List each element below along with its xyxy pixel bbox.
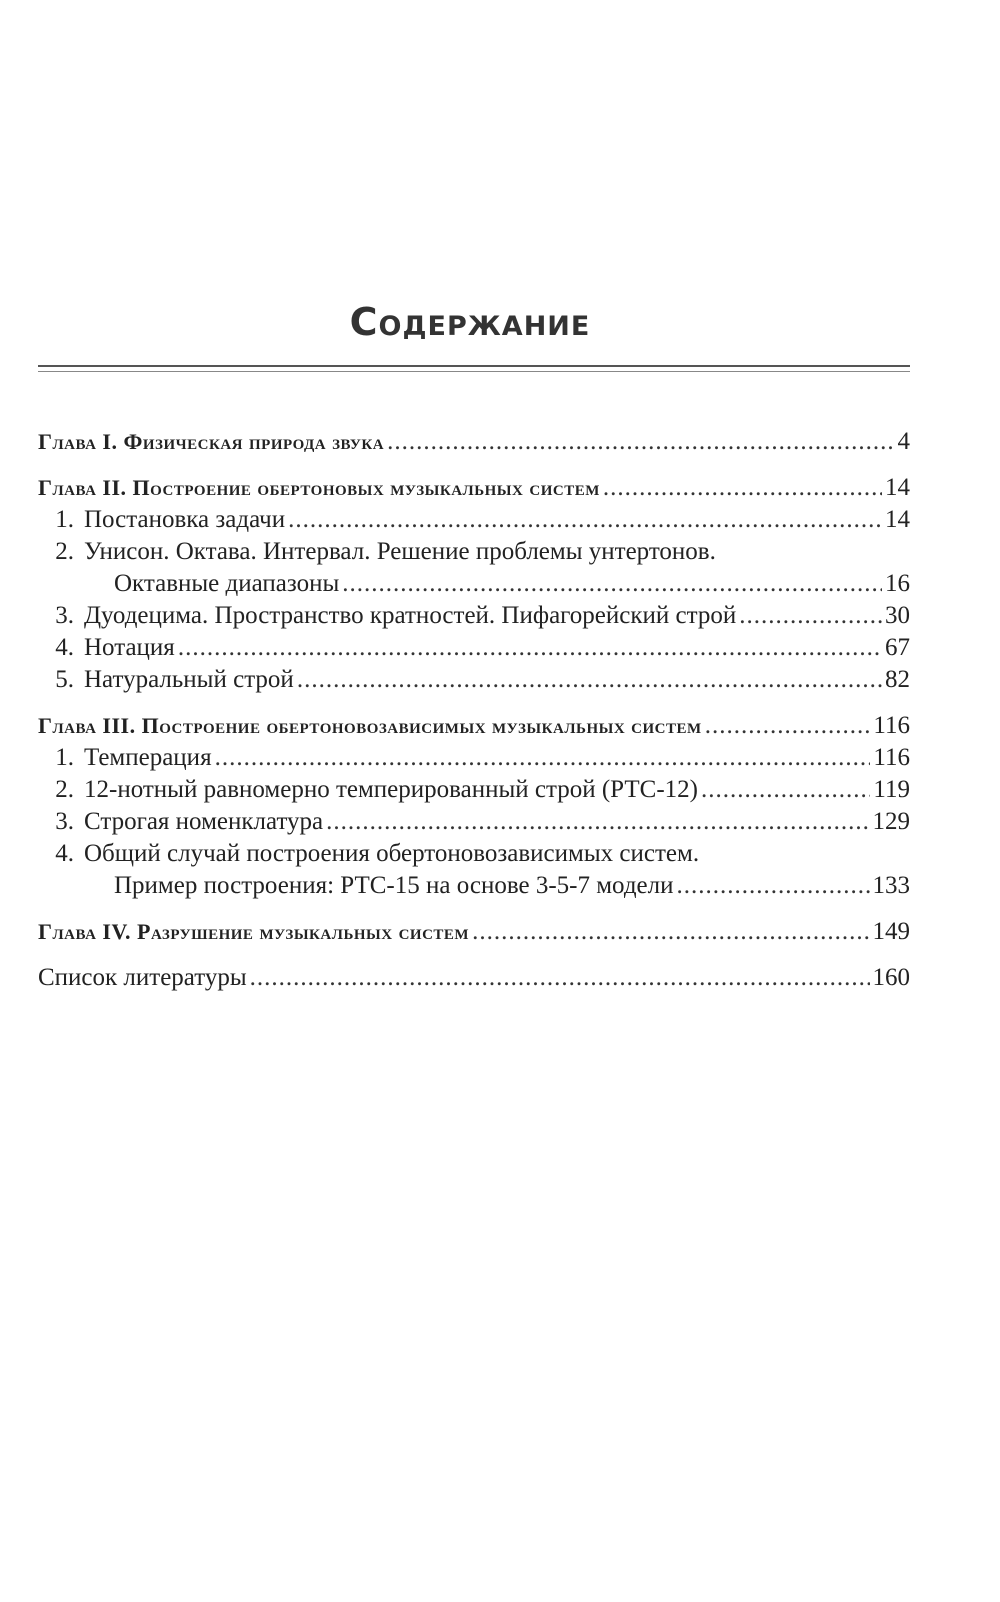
- toc-item-continuation[interactable]: [38, 870, 910, 902]
- page-number: 133: [872, 872, 910, 899]
- item-label: Пример построения: РТС-15 на основе 3-5-7 модели: [114, 872, 674, 899]
- chapter-label: Глава I. Физическая природа звука: [38, 429, 385, 454]
- item-number: 5.: [55, 666, 74, 693]
- literature-label: Список литературы: [38, 964, 247, 991]
- page-number: 14: [885, 506, 910, 533]
- toc-item[interactable]: [38, 774, 910, 806]
- item-label: Натуральный строй: [84, 666, 294, 693]
- item-number: 4.: [55, 840, 74, 867]
- toc-item[interactable]: [38, 742, 910, 774]
- leader-dots: [677, 870, 870, 902]
- item-label: Нотация: [84, 634, 175, 661]
- leader-dots: [739, 600, 882, 632]
- table-of-contents: [38, 426, 910, 994]
- leader-dots: [342, 568, 882, 600]
- toc-item[interactable]: [38, 632, 910, 664]
- toc-chapter-4[interactable]: [38, 916, 910, 948]
- chapter-label: Глава II. Построение обертоновых музыкальных систем: [38, 475, 600, 500]
- toc-item-first-line[interactable]: [38, 838, 910, 870]
- title-rule-top: [38, 365, 910, 367]
- page-number: 82: [885, 666, 910, 693]
- page-title: Содержание: [349, 300, 591, 344]
- item-number: 2.: [55, 776, 74, 803]
- page-number: 16: [885, 570, 910, 597]
- item-label: Унисон. Октава. Интервал. Решение проблемы унтертонов.: [84, 538, 716, 565]
- page-number: 149: [872, 918, 910, 945]
- title-rule-bottom: [38, 371, 910, 372]
- leader-dots: [297, 664, 882, 696]
- item-label: Дуодецима. Пространство кратностей. Пифагорейский строй: [84, 602, 737, 629]
- item-label: Общий случай построения обертоновозависимых систем.: [84, 840, 700, 867]
- leader-dots: [603, 472, 882, 504]
- leader-dots: [178, 632, 882, 664]
- item-number: 1.: [55, 506, 74, 533]
- toc-chapter-2[interactable]: [38, 472, 910, 504]
- leader-dots: [705, 710, 871, 742]
- page-number: 116: [873, 744, 910, 771]
- page-number: 14: [885, 474, 910, 501]
- page-number: 119: [873, 776, 910, 803]
- leader-dots: [215, 742, 871, 774]
- leader-dots: [701, 774, 870, 806]
- leader-dots: [250, 962, 870, 994]
- page-number: 67: [885, 634, 910, 661]
- toc-chapter-3[interactable]: [38, 710, 910, 742]
- toc-item-first-line[interactable]: [38, 536, 910, 568]
- toc-item-continuation[interactable]: [38, 568, 910, 600]
- item-number: 2.: [55, 538, 74, 565]
- toc-literature[interactable]: [38, 962, 910, 994]
- item-number: 4.: [55, 634, 74, 661]
- toc-item[interactable]: [38, 806, 910, 838]
- chapter-label: Глава IV. Разрушение музыкальных систем: [38, 919, 470, 944]
- page-number: 129: [872, 808, 910, 835]
- item-label: Темперация: [84, 744, 212, 771]
- chapter-label: Глава III. Построение обертоновозависимых музыкальных систем: [38, 713, 702, 738]
- leader-dots: [288, 504, 882, 536]
- leader-dots: [472, 916, 869, 948]
- toc-chapter-1[interactable]: [38, 426, 910, 458]
- item-label: Постановка задачи: [84, 506, 286, 533]
- item-number: 3.: [55, 808, 74, 835]
- page-number: 160: [872, 964, 910, 991]
- item-number: 1.: [55, 744, 74, 771]
- item-number: 3.: [55, 602, 74, 629]
- toc-item[interactable]: [38, 600, 910, 632]
- page-number: 4: [897, 428, 910, 455]
- toc-item[interactable]: [38, 664, 910, 696]
- page-number: 116: [873, 712, 910, 739]
- item-label: Строгая номенклатура: [84, 808, 324, 835]
- leader-dots: [387, 426, 894, 458]
- item-label: Октавные диапазоны: [114, 570, 340, 597]
- item-label: 12-нотный равномерно темперированный строй (РТС-12): [84, 776, 698, 803]
- toc-item[interactable]: [38, 504, 910, 536]
- leader-dots: [326, 806, 869, 838]
- page-number: 30: [885, 602, 910, 629]
